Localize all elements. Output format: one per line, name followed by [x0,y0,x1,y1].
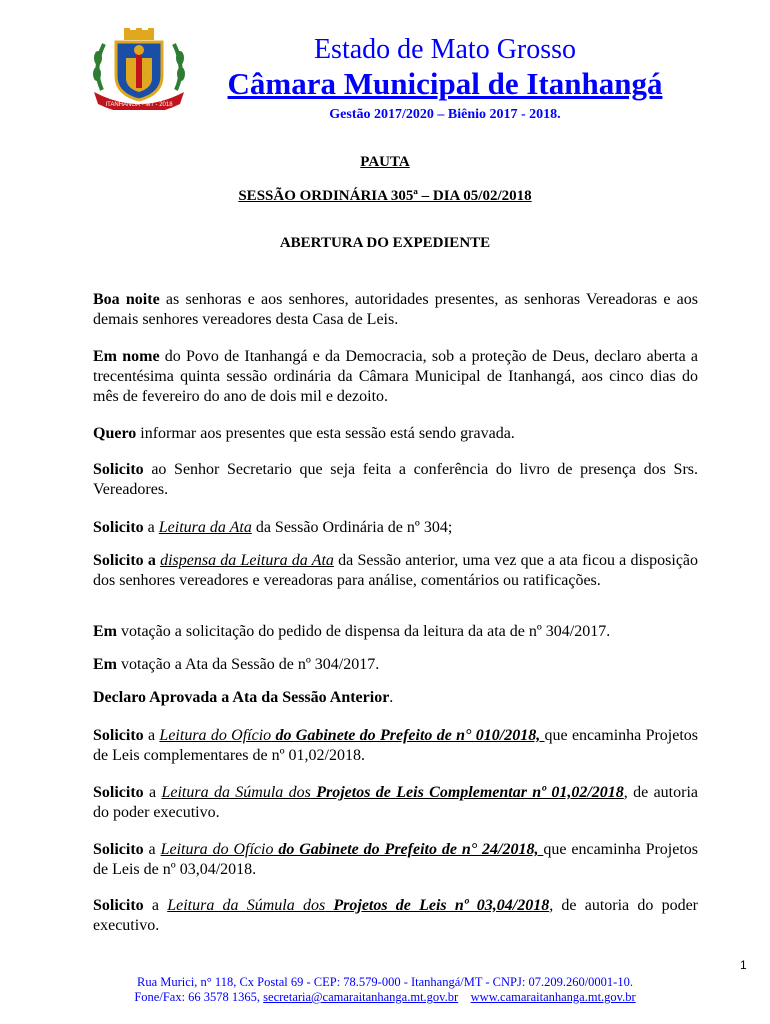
state-title: Estado de Mato Grosso [313,34,577,65]
svg-text:ITANHANGÁ - MT - 2018: ITANHANGÁ - MT - 2018 [105,102,173,108]
paragraph-official-letter-010: Solicito a Leitura do Ofício do Gabinete do Prefeito de n° 010/2018, que encaminha Projetos de Leis complementares de nº 01,02/2018. [93,727,699,764]
footer-address: Rua Murici, n° 118, Cx Postal 69 - CEP: 78.579-000 - Itanhangá/MT - CNPJ: 07.209.260/0001-10. [137,975,633,989]
paragraph-opening: Em nome do Povo de Itanhangá e da Democracia, sob a proteção de Deus, declaro aberta a trecentésima quinta sessão ordinária da Câmara Municipal de Itanhangá, aos cinco dias do mês de fevereiro do ano de dois mil e dezoito. [93,348,698,405]
opening-title: ABERTURA DO EXPEDIENTE [279,235,491,251]
paragraph-summary-laws: Solicito a Leitura da Súmula dos Projetos de Leis nº 03,04/2018, de autoria do poder executivo. [93,897,699,934]
paragraph-attendance: Solicito ao Senhor Secretario que seja feita a conferência do livro de presença dos Srs. Vereadores. [93,461,698,498]
paragraph-vote-minutes: Em votação a Ata da Sessão de nº 304/2017. [93,656,380,673]
paragraph-dispense-minutes: Solicito a dispensa da Leitura da Ata da Sessão anterior, uma vez que a ata ficou a disposição dos senhores vereadores e vereadoras para análise, comentários ou ratificações. [93,552,699,589]
paragraph-official-letter-24: Solicito a Leitura do Ofício do Gabinete do Prefeito de n° 24/2018, que encaminha Projetos de Leis de nº 03,04/2018. [93,841,699,878]
paragraph-read-minutes: Solicito a Leitura da Ata da Sessão Ordinária de nº 304; [93,519,453,536]
pauta-title: PAUTA [360,154,410,170]
chamber-title: Câmara Municipal de Itanhangá [227,66,663,101]
footer-contact [60,989,710,1005]
page-number: 1 [740,958,747,972]
coat-of-arms-icon [88,28,190,110]
footer-phone: Fone/Fax: 66 3578 1365, [134,990,264,1004]
session-title: SESSÃO ORDINÁRIA 305ª – DIA 05/02/2018 [238,188,532,204]
paragraph-vote-dispense: Em votação a solicitação do pedido de dispensa da leitura da ata de nº 304/2017. [93,623,611,640]
paragraph-greeting: Boa noite as senhoras e aos senhores, autoridades presentes, as senhoras Vereadoras e aos demais senhores vereadores desta Casa de Leis. [93,291,699,328]
paragraph-summary-complementary: Solicito a Leitura da Súmula dos Projetos de Leis Complementar nº 01,02/2018, de autoria do poder executivo. [93,784,699,821]
paragraph-recording: Quero informar aos presentes que esta sessão está sendo gravada. [93,425,515,442]
term-subtitle: Gestão 2017/2020 – Biênio 2017 - 2018. [329,107,561,122]
paragraph-approved: Declaro Aprovada a Ata da Sessão Anterior. [93,689,394,706]
footer-email-link[interactable]: secretaria@camaraitanhanga.mt.gov.br [263,990,459,1004]
footer-website-link[interactable]: www.camaraitanhanga.mt.gov.br [470,990,636,1004]
